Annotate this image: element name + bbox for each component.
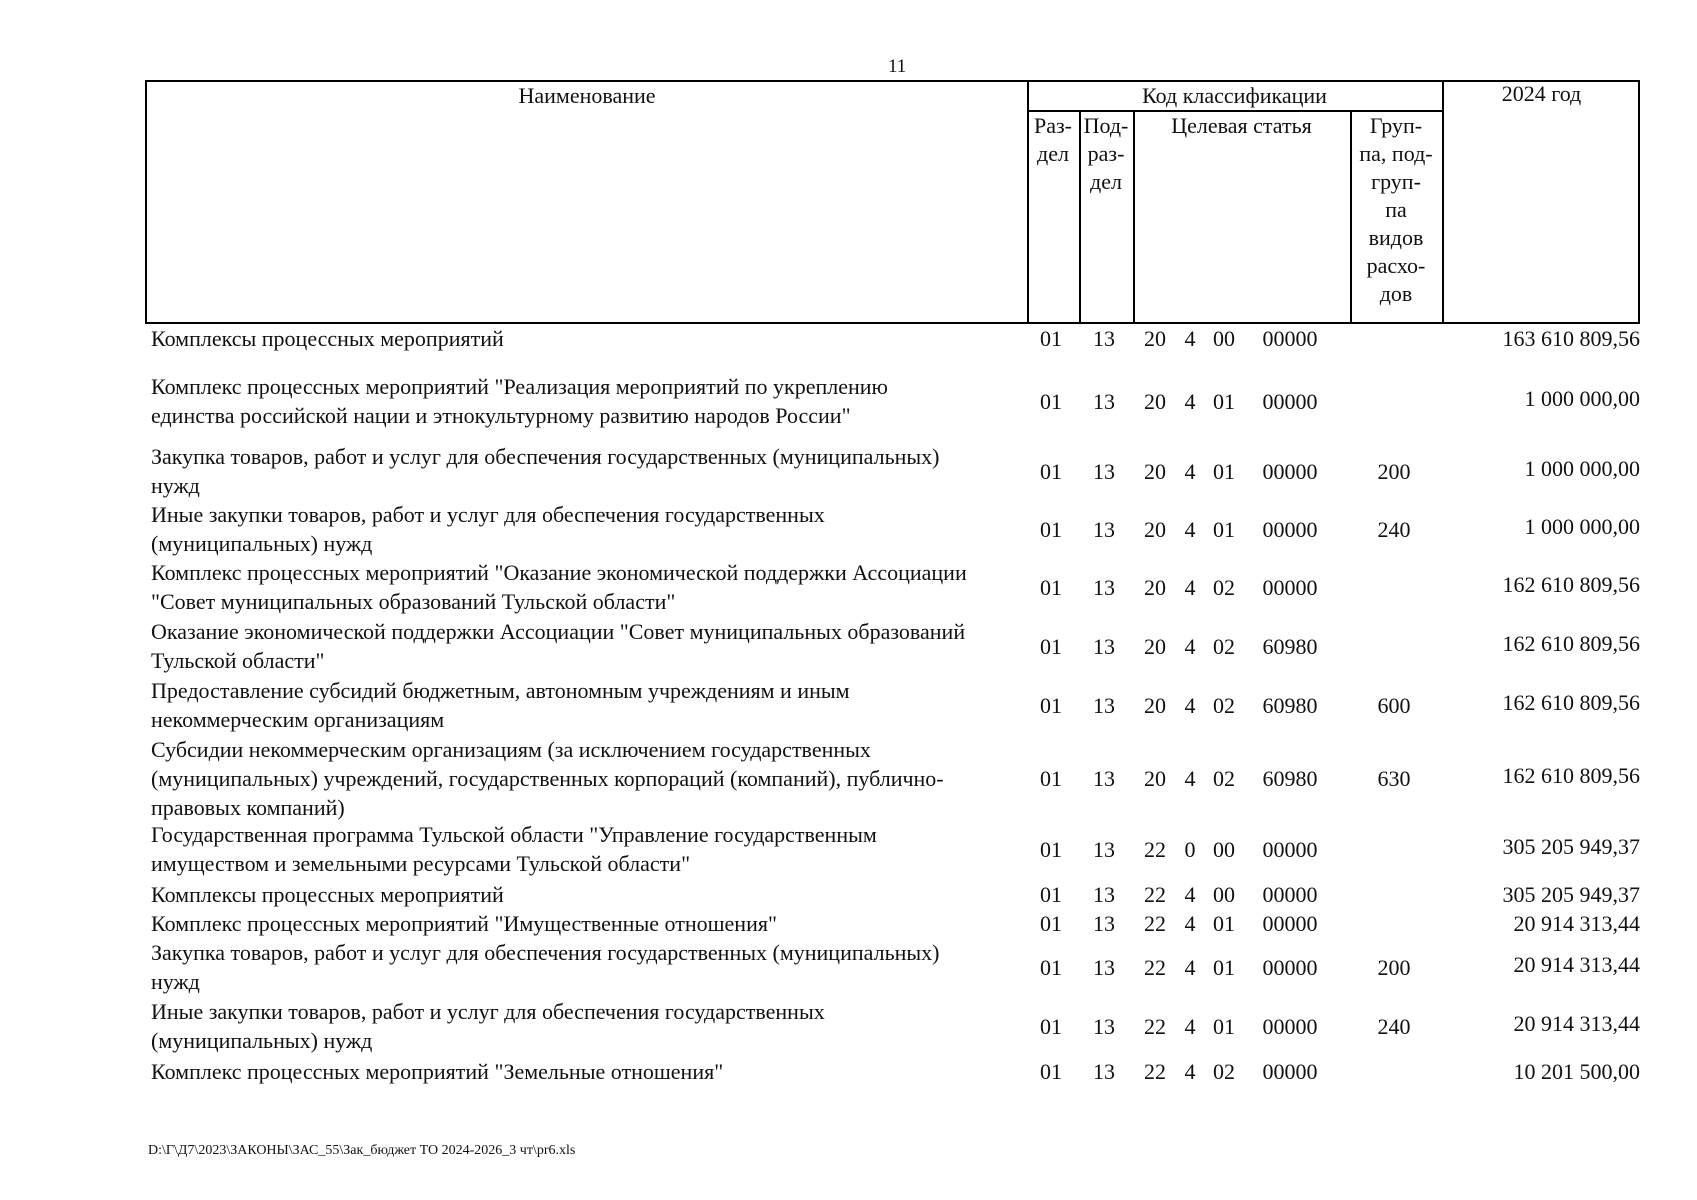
row-code-pr: 13 — [1093, 954, 1115, 980]
row-code-c2: 4 — [1184, 954, 1196, 980]
table-row — [145, 735, 1640, 822]
header-podrazdel: Под- раз- дел — [1083, 113, 1129, 194]
table-row — [145, 820, 1640, 878]
table-row — [145, 880, 1640, 909]
row-code-c4: 00000 — [1262, 388, 1318, 414]
row-code-c3: 02 — [1213, 766, 1235, 791]
footer-file-path: D:\Г\Д7\2023\ЗАКОНЫ\ЗАС_55\Зак_бюджет ТО 2024-2026_3 чт\pr6.xls — [148, 1143, 576, 1158]
header-celevaya: Целевая статья — [1171, 113, 1312, 138]
row-amount: 1 000 000,00 — [1524, 455, 1640, 481]
row-name: Комплексы процессных мероприятий — [151, 882, 504, 907]
row-name: Оказание экономической поддержки Ассоциации "Совет муниципальных образований Тульской области" — [151, 619, 966, 673]
row-code-c1: 22 — [1144, 882, 1166, 907]
row-name: Иные закупки товаров, работ и услуг для обеспечения государственных (муниципальных) нужд — [151, 502, 825, 556]
row-amount: 20 914 313,44 — [1513, 911, 1640, 936]
row-code-c3: 02 — [1213, 633, 1235, 659]
header-name: Наименование — [518, 83, 656, 108]
row-code-pr: 13 — [1093, 516, 1115, 542]
header-code-group: Код классификации — [1142, 83, 1327, 108]
row-code-c1: 20 — [1144, 516, 1166, 542]
row-code-g: 200 — [1377, 954, 1411, 980]
row-code-pr: 13 — [1093, 388, 1115, 414]
row-code-c3: 00 — [1213, 836, 1235, 862]
table-row — [145, 500, 1640, 558]
row-amount: 162 610 809,56 — [1502, 763, 1640, 788]
row-amount: 305 205 949,37 — [1502, 882, 1640, 907]
row-code-c4: 00000 — [1262, 326, 1318, 351]
table-header — [145, 80, 1640, 324]
row-amount: 162 610 809,56 — [1502, 689, 1640, 715]
row-code-c4: 60980 — [1262, 692, 1318, 718]
row-code-c2: 4 — [1184, 516, 1196, 542]
table-row — [145, 676, 1640, 734]
row-name: Закупка товаров, работ и услуг для обеспечения государственных (муниципальных) нужд — [151, 940, 940, 994]
row-code-c3: 01 — [1213, 954, 1235, 980]
row-code-r: 01 — [1040, 516, 1062, 542]
row-amount: 162 610 809,56 — [1502, 630, 1640, 656]
row-code-r: 01 — [1040, 574, 1062, 600]
row-code-c3: 02 — [1213, 574, 1235, 600]
row-code-r: 01 — [1040, 954, 1062, 980]
row-code-c1: 20 — [1144, 692, 1166, 718]
row-code-c3: 02 — [1213, 1059, 1235, 1084]
row-code-c4: 00000 — [1262, 458, 1318, 484]
row-code-r: 01 — [1040, 388, 1062, 414]
row-name: Комплексы процессных мероприятий — [151, 326, 504, 351]
row-code-c4: 00000 — [1262, 836, 1318, 862]
table-row — [145, 909, 1640, 938]
row-name: Комплекс процессных мероприятий "Оказание экономической поддержки Ассоциации "Совет муниципальных образований Тульской области" — [151, 560, 967, 614]
row-name: Предоставление субсидий бюджетным, автономным учреждениям и иным некоммерческим организациям — [151, 678, 850, 732]
row-name: Государственная программа Тульской области "Управление государственным имуществом и земельными ресурсами Тульской области" — [151, 822, 877, 876]
row-code-pr: 13 — [1093, 766, 1115, 791]
row-code-c3: 01 — [1213, 458, 1235, 484]
row-amount: 305 205 949,37 — [1502, 833, 1640, 859]
row-code-g: 600 — [1377, 692, 1411, 718]
header-razdel: Раз- дел — [1033, 113, 1073, 166]
header-divider — [1133, 110, 1135, 322]
row-code-r: 01 — [1040, 766, 1062, 791]
row-code-pr: 13 — [1093, 574, 1115, 600]
row-code-c1: 20 — [1144, 574, 1166, 600]
row-code-c2: 4 — [1184, 633, 1196, 659]
row-name: Комплекс процессных мероприятий "Реализация мероприятий по укреплению единства российской нации и этнокультурному развитию народов России" — [151, 374, 888, 428]
row-amount: 10 201 500,00 — [1513, 1059, 1640, 1084]
row-code-pr: 13 — [1093, 692, 1115, 718]
row-amount: 20 914 313,44 — [1513, 1010, 1640, 1036]
row-amount: 163 610 809,56 — [1502, 326, 1640, 351]
row-code-pr: 13 — [1093, 326, 1115, 351]
row-code-c2: 4 — [1184, 882, 1196, 907]
row-code-r: 01 — [1040, 836, 1062, 862]
table-row — [145, 372, 1640, 430]
row-code-r: 01 — [1040, 326, 1062, 351]
row-code-c2: 4 — [1184, 388, 1196, 414]
row-code-c1: 22 — [1144, 1059, 1166, 1084]
row-code-c1: 22 — [1144, 1013, 1166, 1039]
row-code-r: 01 — [1040, 692, 1062, 718]
header-gruppa: Груп- па, под- груп- па видов расхо- дов — [1359, 113, 1433, 306]
row-name: Комплекс процессных мероприятий "Земельные отношения" — [151, 1059, 724, 1084]
row-code-pr: 13 — [1093, 458, 1115, 484]
row-code-c4: 00000 — [1262, 1059, 1318, 1084]
row-code-c2: 4 — [1184, 692, 1196, 718]
row-amount: 1 000 000,00 — [1524, 385, 1640, 411]
row-name: Закупка товаров, работ и услуг для обеспечения государственных (муниципальных) нужд — [151, 444, 940, 498]
row-code-c3: 01 — [1213, 516, 1235, 542]
row-code-g: 200 — [1377, 458, 1411, 484]
row-code-c1: 20 — [1144, 458, 1166, 484]
row-code-c3: 02 — [1213, 692, 1235, 718]
row-code-c4: 60980 — [1262, 633, 1318, 659]
row-code-c4: 00000 — [1262, 911, 1318, 936]
page-number: 11 — [888, 56, 907, 77]
row-code-c2: 0 — [1184, 836, 1196, 862]
row-code-c2: 4 — [1184, 911, 1196, 936]
row-code-c4: 00000 — [1262, 1013, 1318, 1039]
row-code-c1: 20 — [1144, 388, 1166, 414]
row-code-r: 01 — [1040, 633, 1062, 659]
row-name: Субсидии некоммерческим организациям (за исключением государственных (муниципальных) учреждений, государственных корпораций (компаний), публично- правовых компаний) — [151, 737, 944, 820]
table-row — [145, 1057, 1640, 1086]
row-code-c4: 00000 — [1262, 954, 1318, 980]
row-code-r: 01 — [1040, 458, 1062, 484]
row-code-pr: 13 — [1093, 1013, 1115, 1039]
row-code-c3: 00 — [1213, 326, 1235, 351]
header-year: 2024 год — [1501, 81, 1582, 106]
row-code-c2: 4 — [1184, 766, 1196, 791]
row-code-c3: 00 — [1213, 882, 1235, 907]
row-code-r: 01 — [1040, 1059, 1062, 1084]
row-name: Иные закупки товаров, работ и услуг для обеспечения государственных (муниципальных) нужд — [151, 999, 825, 1053]
header-divider — [1442, 82, 1444, 322]
row-code-pr: 13 — [1093, 633, 1115, 659]
row-code-c3: 01 — [1213, 911, 1235, 936]
row-code-c3: 01 — [1213, 1013, 1235, 1039]
row-name: Комплекс процессных мероприятий "Имущественные отношения" — [151, 911, 777, 936]
row-code-c3: 01 — [1213, 388, 1235, 414]
table-row — [145, 997, 1640, 1055]
row-code-g: 240 — [1377, 1013, 1411, 1039]
table-row — [145, 442, 1640, 500]
row-code-c1: 20 — [1144, 766, 1166, 791]
row-code-c4: 00000 — [1262, 882, 1318, 907]
row-code-c1: 22 — [1144, 836, 1166, 862]
row-code-pr: 13 — [1093, 1059, 1115, 1084]
row-code-c2: 4 — [1184, 458, 1196, 484]
row-code-c1: 20 — [1144, 633, 1166, 659]
row-code-r: 01 — [1040, 882, 1062, 907]
row-code-pr: 13 — [1093, 911, 1115, 936]
row-code-pr: 13 — [1093, 882, 1115, 907]
table-row — [145, 938, 1640, 996]
row-code-c1: 22 — [1144, 911, 1166, 936]
row-code-c2: 4 — [1184, 574, 1196, 600]
row-code-g: 630 — [1377, 766, 1411, 791]
row-code-c4: 60980 — [1262, 766, 1318, 791]
row-code-c4: 00000 — [1262, 574, 1318, 600]
row-amount: 1 000 000,00 — [1524, 513, 1640, 539]
row-amount: 20 914 313,44 — [1513, 951, 1640, 977]
table-row — [145, 617, 1640, 675]
row-code-c1: 22 — [1144, 954, 1166, 980]
row-code-g: 240 — [1377, 516, 1411, 542]
table-row — [145, 558, 1640, 616]
row-code-c4: 00000 — [1262, 516, 1318, 542]
row-code-r: 01 — [1040, 1013, 1062, 1039]
row-code-pr: 13 — [1093, 836, 1115, 862]
row-code-c2: 4 — [1184, 1013, 1196, 1039]
row-code-c2: 4 — [1184, 1059, 1196, 1084]
table-row — [145, 324, 1640, 353]
row-code-r: 01 — [1040, 911, 1062, 936]
row-code-c1: 20 — [1144, 326, 1166, 351]
row-amount: 162 610 809,56 — [1502, 571, 1640, 597]
row-code-c2: 4 — [1184, 326, 1196, 351]
